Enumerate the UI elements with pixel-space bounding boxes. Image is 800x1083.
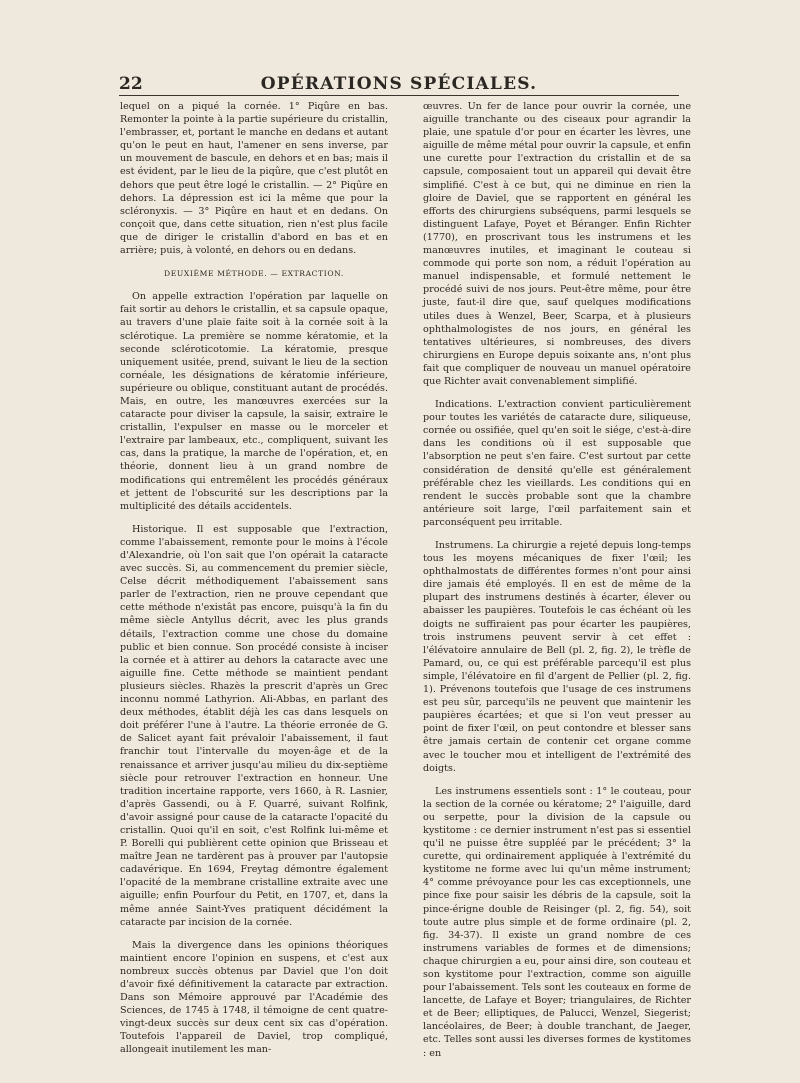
page-number: 22 [119, 74, 143, 94]
paragraph: Historique. Il est supposable que l'extraction, comme l'abaissement, remonte pour le moins à l'école d'Alexandrie, où l'on sait que l'on opérait la cataracte avec succès. Si, au commencement du premier siècle, Celse décrit méthodiquement l'abaissement sans parler de l'extraction, rien ne prouve cependant que cette méthode n'existât pas encore, puisqu'à la fin du même siècle Antyllus décrit, avec les plus grands détails, l'extraction comme une chose du domaine public et bien connue. Son procédé consiste à inciser la cornée et à attirer au dehors la cataracte avec une aiguille fine. Cette méthode se maintient pendant plusieurs siècles. Rhazès la prescrit d'après un Grec inconnu nommé Lathyrion. Ali-Abbas, en parlant des deux méthodes, établit déjà les cas dans lesquels on doit préférer l'une à l'autre. La théorie erronée de G. de Salicet ayant fait prévaloir l'abaissement, il faut franchir tout l'intervalle du moyen-âge et de la renaissance et arriver jusqu'au milieu du dix-septième siècle pour retrouver l'extraction en honneur. Une tradition incertaine rapporte, vers 1660, à R. Lasnier, d'après Gassendi, ou à F. Quarré, suivant Rolfink, d'avoir assigné pour cause de la cataracte l'opacité du cristallin. Quoi qu'il en soit, c'est Rolfink lui-même et P. Borelli qui publièrent cette opinion que Brisseau et maître Jean ne tardèrent pas à prouver par l'autopsie cadavérique. En 1694, Freytag démontre également l'opacité de la membrane cristalline extraite avec une aiguille; enfin Pourfour du Petit, en 1707, et, dans la même année Saint-Yves pratiquent décidément la cataracte par incision de la cornée. [120, 523, 388, 928]
right-column [423, 100, 691, 1070]
page-header [119, 74, 679, 96]
paragraph: lequel on a piqué la cornée. 1° Piqûre en bas. Remonter la pointe à la partie supérieure du cristallin, l'embrasser, et, portant le manche en dedans et autant qu'on le peut en haut, l'amener en sens inverse, par un mouvement de bascule, en dehors et en bas; mais il est évident, par le lieu de la piqûre, que c'est plutôt en dehors que peut être logé le cristallin. — 2° Piqûre en dehors. La dépression est ici la même que pour la scléronyxis. — 3° Piqûre en haut et en dedans. On conçoit que, dans cette situation, rien n'est plus facile que de diriger le cristallin d'abord en bas et en arrière; puis, à volonté, en dehors ou en dedans. [120, 101, 388, 257]
paragraph: Instrumens. La chirurgie a rejeté depuis long-temps tous les moyens mécaniques de fixer l'œil; les ophthalmostats de différentes formes n'ont pour ainsi dire jamais été employés. Il en est de même de la plupart des instrumens destinés à écarter, élever ou abaisser les paupières. Toutefois le cas échéant où les doigts ne suffiraient pas pour écarter les paupières, trois instrumens peuvent servir à cet effet : l'élévatoire annulaire de Bell (pl. 2, fig. 2), le trèfle de Pamard, ou, ce qui est préférable parcequ'il est plus simple, l'élévatoire en fil d'argent de Pellier (pl. 2, fig. 1). Prévenons toutefois que l'usage de ces instrumens est peu sûr, parcequ'ils ne peuvent que maintenir les paupières écartées; et que si l'on veut presser au point de fixer l'œil, on peut contondre et blesser sans être jamais certain de contenir cet organe comme avec le toucher mou et intelligent de l'extrémité des doigts. [423, 540, 691, 774]
paragraph: œuvres. Un fer de lance pour ouvrir la cornée, une aiguille tranchante ou des ciseaux pour agrandir la plaie, une spatule d'or pour en écarter les lèvres, une aiguille de même métal pour ouvrir la capsule, et enfin une curette pour l'extraction du cristallin et de sa capsule, composaient tout un appareil qui devait être simplifié. C'est à ce but, qui ne diminue en rien la gloire de Daviel, que se rapportent en général les efforts des chirurgiens subséquens, parmi lesquels se distinguent Lafaye, Poyet et Béranger. Enfin Richter (1770), en proscrivant tous les instrumens et les manœuvres inutiles, et imaginant le couteau si commode qui porte son nom, a réduit l'opération au manuel indispensable, et formulé nettement le procédé suivi de nos jours. Peut-être même, pour être juste, faut-il dire que, sauf quelques modifications utiles dues à Wenzel, Beer, Scarpa, et à plusieurs ophthalmologistes de nos jours, en général les tentatives ultérieures, si nombreuses, des divers chirurgiens en Europe depuis soixante ans, n'ont plus fait que compliquer de nouveau un manuel opératoire que Richter avait convenablement simplifié. [423, 101, 691, 387]
paragraph: On appelle extraction l'opération par laquelle on fait sortir au dehors le cristallin, et sa capsule opaque, au travers d'une plaie faite soit à la cornée soit à la sclérotique. La première se nomme kératomie, et la seconde scléroticotomie. La kératomie, presque uniquement usitée, prend, suivant le lieu de la section cornéale, les désignations de kératomie inférieure, supérieure ou oblique, constituant autant de procédés. Mais, en outre, les manœuvres exercées sur la cataracte pour diviser la capsule, la saisir, extraire le cristallin, l'expulser en masse ou le morceler et l'extraire par lambeaux, etc., compliquent, suivant les cas, dans la pratique, la marche de l'opération, et, en théorie, donnent lieu à un grand nombre de modifications qui entremêlent les procédés généraux et jettent de l'obscurité sur les descriptions par la multiplicité des détails accidentels. [120, 291, 388, 512]
paragraph: Les instrumens essentiels sont : 1° le couteau, pour la section de la cornée ou kératome; 2° l'aiguille, dard ou serpette, pour la division de la capsule ou kystitome : ce dernier instrument n'est pas si essentiel qu'il ne puisse être suppléé par le précédent; 3° la curette, qui ordinairement appliquée à l'extrémité du kystitome ne forme avec lui qu'un même instrument; 4° comme prévoyance pour les cas exceptionnels, une pince fixe pour saisir les débris de la capsule, soit la pince-érigne double de Reisinger (pl. 2, fig. 54), soit toute autre plus simple et de forme ordinaire (pl. 2, fig. 34-37). Il existe un grand nombre de ces instrumens variables de formes et de dimensions; chaque chirurgien a eu, pour ainsi dire, son couteau et son kystitome pour l'extraction, comme son aiguille pour l'abaissement. Tels sont les couteaux en forme de lancette, de Lafaye et Boyer; triangulaires, de Richter et de Beer; elliptiques, de Palucci, Wenzel, Siegerist; lancéolaires, de Beer; à double tranchant, de Jaeger, etc. Telles sont aussi les diverses formes de kystitomes : en [423, 785, 691, 1059]
running-title: OPÉRATIONS SPÉCIALES. [260, 74, 538, 94]
left-column [120, 100, 388, 1067]
paragraph: Indications. L'extraction convient particulièrement pour toutes les variétés de cataracte dure, siliqueuse, cornée ou ossifiée, quel qu'en soit le siége, c'est-à-dire dans les conditions où il est supposable que l'absorption ne peut s'en faire. C'est surtout par cette considération de densité qu'elle est généralement préférable chez les vieillards. Les conditions qui en rendent le succès probable sont que la chambre antérieure soit large, l'œil parfaitement sain et parconséquent peu irritable. [423, 399, 691, 528]
section-title: DEUXIÈME MÉTHODE. — EXTRACTION. [164, 269, 344, 279]
header-rule [119, 95, 679, 96]
paragraph: Mais la divergence dans les opinions théoriques maintient encore l'opinion en suspens, et c'est aux nombreux succès obtenus par Daviel que l'on doit d'avoir fixé définitivement la cataracte par extraction. Dans son Mémoire approuvé par l'Académie des Sciences, de 1745 à 1748, il témoigne de cent quatre-vingt-deux succès sur deux cent six cas d'opération. Toutefois l'appareil de Daviel, trop compliqué, allongeait inutilement les man- [120, 939, 388, 1056]
